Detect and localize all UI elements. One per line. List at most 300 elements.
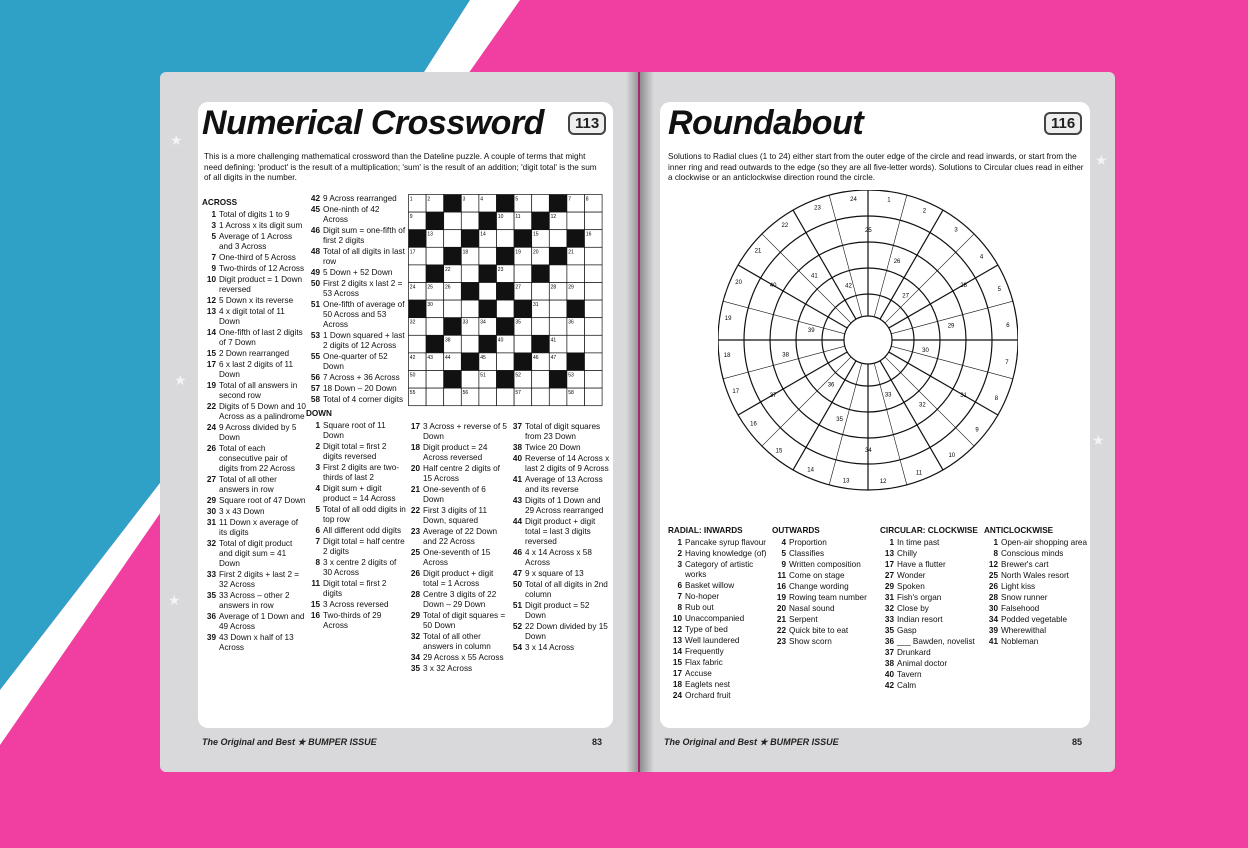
clue-number: 29 bbox=[206, 496, 216, 505]
clue-item bbox=[508, 643, 610, 653]
page-number: 83 bbox=[592, 737, 603, 747]
clue-text: Well laundered bbox=[685, 636, 740, 645]
clues-column-2 bbox=[306, 194, 406, 632]
wheel-number: 17 bbox=[732, 388, 740, 395]
puzzle-number-badge: 116 bbox=[1044, 112, 1082, 135]
grid-number: 18 bbox=[462, 249, 469, 256]
clue-item bbox=[984, 571, 1088, 581]
grid-cell[interactable] bbox=[497, 353, 515, 371]
grid-cell[interactable] bbox=[585, 283, 603, 301]
grid-cell[interactable] bbox=[532, 371, 550, 389]
wheel-number: 12 bbox=[879, 479, 887, 486]
clue-number: 12 bbox=[206, 296, 216, 305]
book-spine bbox=[626, 72, 654, 772]
puzzle-number-badge: 113 bbox=[568, 112, 606, 135]
clue-text: Two-thirds of 12 Across bbox=[219, 264, 305, 273]
grid-cell[interactable] bbox=[532, 195, 550, 213]
clue-text: One-seventh of 15 Across bbox=[423, 548, 491, 567]
grid-cell[interactable] bbox=[497, 300, 515, 318]
grid-block bbox=[479, 335, 497, 353]
clue-text: Total of all answers in second row bbox=[219, 381, 298, 400]
clue-item bbox=[772, 626, 884, 636]
clue-text: 11 Down x average of its digits bbox=[219, 518, 299, 537]
clue-number: 52 bbox=[512, 622, 522, 631]
grid-cell[interactable] bbox=[532, 388, 550, 406]
clue-text: 3 Across reversed bbox=[323, 600, 389, 609]
star-decoration: ★ bbox=[1095, 152, 1108, 168]
clue-text: Total of each consecutive pair of digits from 22 Across bbox=[219, 444, 295, 473]
clue-item bbox=[772, 549, 884, 559]
clue-number: 49 bbox=[310, 268, 320, 277]
wheel-number: 28 bbox=[960, 283, 967, 289]
grid-number: 23 bbox=[497, 266, 504, 273]
clue-number: 10 bbox=[672, 614, 682, 623]
grid-block bbox=[497, 283, 515, 301]
clue-number: 7 bbox=[677, 592, 682, 601]
wheel-number: 31 bbox=[960, 393, 967, 399]
grid-cell[interactable] bbox=[444, 388, 462, 406]
grid-cell[interactable] bbox=[514, 265, 532, 283]
clue-text: Twice 20 Down bbox=[525, 443, 581, 452]
grid-cell[interactable] bbox=[461, 335, 479, 353]
grid-cell[interactable] bbox=[585, 300, 603, 318]
clue-number: 17 bbox=[884, 560, 894, 569]
clue-item bbox=[668, 691, 776, 701]
clue-number: 28 bbox=[988, 593, 998, 602]
grid-cell[interactable] bbox=[585, 353, 603, 371]
grid-cell[interactable] bbox=[461, 371, 479, 389]
grid-cell[interactable] bbox=[409, 265, 427, 283]
clue-text: First 2 digits are two-thirds of last 2 bbox=[323, 463, 399, 482]
wheel-number: 33 bbox=[884, 392, 892, 399]
grid-cell[interactable] bbox=[409, 335, 427, 353]
clue-text: Digit total = half centre 2 digits bbox=[323, 537, 405, 556]
clue-number: 12 bbox=[672, 625, 682, 634]
clue-item bbox=[880, 549, 986, 559]
across-heading: ACROSS bbox=[202, 198, 238, 207]
clue-item bbox=[202, 591, 306, 611]
page-footer: The Original and Best ★ BUMPER ISSUE bbox=[202, 737, 377, 747]
wheel-number: 9 bbox=[975, 427, 979, 434]
clue-text: 1 Across x its digit sum bbox=[219, 221, 303, 230]
grid-number: 19 bbox=[515, 249, 521, 256]
clue-text: Digit product = 1 Down reversed bbox=[219, 275, 303, 294]
grid-cell[interactable] bbox=[585, 318, 603, 336]
clue-list bbox=[306, 194, 406, 405]
grid-cell[interactable] bbox=[567, 335, 585, 353]
clue-item bbox=[772, 604, 884, 614]
clue-item bbox=[880, 571, 986, 581]
grid-number: 34 bbox=[480, 319, 486, 326]
clue-number: 42 bbox=[310, 194, 320, 203]
clue-item bbox=[880, 615, 986, 625]
clue-number: 36 bbox=[206, 612, 216, 621]
clue-item bbox=[202, 221, 306, 231]
clue-item bbox=[668, 658, 776, 668]
grid-cell[interactable] bbox=[549, 388, 567, 406]
clue-number: 14 bbox=[206, 328, 216, 337]
clue-number: 3 bbox=[677, 560, 682, 569]
clue-item bbox=[406, 569, 508, 589]
clue-item bbox=[508, 422, 610, 442]
clue-item bbox=[202, 253, 306, 263]
clue-item bbox=[306, 505, 406, 525]
grid-cell[interactable] bbox=[461, 212, 479, 230]
grid-block bbox=[567, 353, 585, 371]
grid-cell[interactable] bbox=[461, 300, 479, 318]
grid-number: 58 bbox=[568, 390, 574, 397]
clue-text: Light kiss bbox=[1001, 582, 1036, 591]
wheel-number: 19 bbox=[724, 315, 732, 322]
grid-number: 9 bbox=[409, 214, 413, 221]
clue-number: 38 bbox=[512, 443, 522, 452]
grid-number: 56 bbox=[462, 390, 469, 397]
clue-text: 18 Down – 20 Down bbox=[323, 384, 397, 393]
roundabout-wheel[interactable] bbox=[718, 190, 1018, 496]
clue-number: 39 bbox=[206, 633, 216, 642]
clue-text: Digit product = 24 Across reversed bbox=[423, 443, 488, 462]
down-heading: DOWN bbox=[306, 409, 332, 418]
grid-number: 26 bbox=[445, 284, 451, 291]
grid-block bbox=[532, 265, 550, 283]
clue-number: 33 bbox=[206, 570, 216, 579]
clue-item bbox=[668, 592, 776, 602]
clue-text: Digits of 1 Down and 29 Across rearranged bbox=[525, 496, 604, 515]
grid-number: 32 bbox=[409, 319, 416, 326]
grid-number: 15 bbox=[533, 231, 539, 238]
grid-block bbox=[479, 265, 497, 283]
clue-text: Reverse of 14 Across x last 2 digits of 9 Across bbox=[525, 454, 610, 473]
wheel-number: 3 bbox=[954, 227, 958, 234]
clue-text: Quick bite to eat bbox=[789, 626, 849, 635]
wheel-number: 35 bbox=[836, 416, 843, 423]
grid-cell[interactable] bbox=[549, 265, 567, 283]
grid-cell[interactable] bbox=[567, 265, 585, 283]
grid-number: 16 bbox=[585, 231, 592, 238]
clue-text: 3 Across + reverse of 5 Down bbox=[423, 422, 507, 441]
grid-cell[interactable] bbox=[532, 318, 550, 336]
clue-item bbox=[202, 518, 306, 538]
clue-item bbox=[880, 681, 986, 691]
grid-number: 52 bbox=[515, 372, 521, 379]
grid-number: 33 bbox=[462, 319, 469, 326]
grid-block bbox=[444, 195, 462, 213]
clue-text: Square root of 47 Down bbox=[219, 496, 306, 505]
clue-text: Indian resort bbox=[897, 615, 943, 624]
grid-cell[interactable] bbox=[479, 283, 497, 301]
clue-number: 9 bbox=[211, 264, 216, 273]
grid-cell[interactable] bbox=[426, 318, 444, 336]
grid-cell[interactable] bbox=[585, 371, 603, 389]
clue-text: North Wales resort bbox=[1001, 571, 1069, 580]
grid-block bbox=[479, 212, 497, 230]
grid-number: 41 bbox=[550, 337, 557, 344]
grid-number: 14 bbox=[480, 231, 486, 238]
wheel-number: 18 bbox=[723, 352, 731, 359]
clue-text: 43 Down x half of 13 Across bbox=[219, 633, 294, 652]
grid-cell[interactable] bbox=[585, 335, 603, 353]
clue-text: One-third of 5 Across bbox=[219, 253, 296, 262]
clue-list bbox=[406, 422, 508, 674]
clue-number: 24 bbox=[672, 691, 682, 700]
clue-number: 19 bbox=[206, 381, 216, 390]
grid-number: 10 bbox=[497, 214, 504, 221]
clues-inwards bbox=[668, 522, 776, 702]
clue-number: 1 bbox=[211, 210, 216, 219]
clue-text: Total of digit product and digit sum = 41 Down bbox=[219, 539, 293, 568]
wheel-number: 1 bbox=[887, 197, 891, 204]
clue-item bbox=[406, 422, 508, 442]
clue-text: Unaccompanied bbox=[685, 614, 745, 623]
clue-text: 9 x square of 13 bbox=[525, 569, 584, 578]
grid-block bbox=[497, 195, 515, 213]
grid-cell[interactable] bbox=[585, 212, 603, 230]
clue-item bbox=[406, 632, 508, 652]
clue-text: Square root of 11 Down bbox=[323, 421, 386, 440]
clue-item bbox=[202, 423, 306, 443]
star-decoration: ★ bbox=[1092, 432, 1105, 448]
clue-number: 33 bbox=[884, 615, 894, 624]
clue-item bbox=[984, 582, 1088, 592]
clue-item bbox=[406, 506, 508, 526]
clue-number: 11 bbox=[777, 571, 786, 580]
grid-block bbox=[514, 230, 532, 248]
clue-item bbox=[984, 593, 1088, 603]
clue-number: 17 bbox=[672, 669, 682, 678]
clue-number: 51 bbox=[512, 601, 522, 610]
clue-item bbox=[306, 463, 406, 483]
clue-number: 8 bbox=[677, 603, 682, 612]
wheel-number: 30 bbox=[922, 348, 929, 355]
clue-number: 21 bbox=[410, 485, 420, 494]
clue-item bbox=[880, 604, 986, 614]
clue-text: One-ninth of 42 Across bbox=[323, 205, 380, 224]
clue-text: Digit total = first 2 digits bbox=[323, 579, 387, 598]
clue-item bbox=[668, 680, 776, 690]
clue-text: In time past bbox=[897, 538, 940, 547]
wheel-number: 2 bbox=[922, 208, 927, 215]
wheel-number: 6 bbox=[1006, 323, 1010, 330]
clue-number: 43 bbox=[512, 496, 522, 505]
grid-number: 7 bbox=[568, 196, 571, 203]
clue-item bbox=[306, 558, 406, 578]
clue-text: Total of all odd digits in top row bbox=[323, 505, 406, 524]
clue-number: 50 bbox=[512, 580, 522, 589]
clue-item bbox=[880, 626, 986, 636]
grid-cell[interactable] bbox=[444, 212, 462, 230]
clue-item bbox=[306, 442, 406, 462]
clue-number: 22 bbox=[206, 402, 216, 411]
clue-item bbox=[202, 444, 306, 474]
clue-number: 32 bbox=[410, 632, 420, 641]
crossword-grid[interactable] bbox=[408, 194, 604, 408]
clue-item bbox=[772, 571, 884, 581]
clue-number: 16 bbox=[310, 611, 320, 620]
clue-number: 53 bbox=[310, 331, 320, 340]
clue-text: Spoken bbox=[897, 582, 925, 591]
clue-item bbox=[984, 549, 1088, 559]
grid-cell[interactable] bbox=[426, 247, 444, 265]
clue-text: One-fifth of average of 50 Across and 53 Across bbox=[323, 300, 405, 329]
grid-cell[interactable] bbox=[514, 335, 532, 353]
clue-text: Wonder bbox=[897, 571, 926, 580]
grid-block bbox=[426, 212, 444, 230]
grid-cell[interactable] bbox=[532, 283, 550, 301]
clue-number: 41 bbox=[512, 475, 522, 484]
grid-number: 40 bbox=[497, 337, 504, 344]
clue-text: 5 Down + 52 Down bbox=[323, 268, 393, 277]
grid-number: 20 bbox=[533, 249, 539, 256]
clue-item bbox=[306, 600, 406, 610]
wheel-number: 14 bbox=[807, 467, 814, 474]
clue-text: 3 x 14 Across bbox=[525, 643, 575, 652]
clue-number: 5 bbox=[781, 549, 786, 558]
grid-number: 29 bbox=[568, 284, 574, 291]
clue-item bbox=[202, 360, 306, 380]
clue-text: 22 Down divided by 15 Down bbox=[525, 622, 608, 641]
clue-item bbox=[406, 464, 508, 484]
grid-cell[interactable] bbox=[444, 300, 462, 318]
clue-number: 5 bbox=[315, 505, 320, 514]
clue-text: Type of bed bbox=[685, 625, 728, 634]
clue-number: 44 bbox=[512, 517, 522, 526]
clue-text: 6 x last 2 digits of 11 Down bbox=[219, 360, 294, 379]
clue-item bbox=[508, 580, 610, 600]
clue-item bbox=[202, 381, 306, 401]
clues-column-1 bbox=[202, 194, 306, 654]
clue-number: 2 bbox=[677, 549, 682, 558]
clue-text: Total of digits 1 to 9 bbox=[219, 210, 290, 219]
grid-cell[interactable] bbox=[585, 247, 603, 265]
clue-text: Accuse bbox=[685, 669, 712, 678]
clue-text: Average of 1 Down and 49 Across bbox=[219, 612, 305, 631]
grid-cell[interactable] bbox=[444, 230, 462, 248]
grid-cell[interactable] bbox=[549, 230, 567, 248]
grid-number: 12 bbox=[550, 214, 557, 221]
grid-cell[interactable] bbox=[585, 265, 603, 283]
clue-item bbox=[668, 538, 776, 548]
wheel-number: 34 bbox=[865, 448, 872, 454]
clue-number: 22 bbox=[410, 506, 420, 515]
clue-item bbox=[508, 569, 610, 579]
grid-cell[interactable] bbox=[479, 388, 497, 406]
clue-text: Rub out bbox=[685, 603, 714, 612]
clues-outwards bbox=[772, 522, 884, 648]
clue-number: 48 bbox=[310, 247, 320, 256]
clue-item bbox=[306, 247, 406, 267]
magazine-spread bbox=[160, 72, 1115, 772]
grid-cell[interactable] bbox=[461, 265, 479, 283]
grid-cell[interactable] bbox=[426, 388, 444, 406]
clue-text: Total of all other answers in column bbox=[423, 632, 491, 651]
clue-item bbox=[880, 648, 986, 658]
grid-number: 42 bbox=[409, 354, 416, 361]
grid-number: 47 bbox=[550, 354, 557, 361]
clue-number: 37 bbox=[884, 648, 894, 657]
grid-block bbox=[567, 300, 585, 318]
clue-number: 13 bbox=[206, 307, 216, 316]
grid-cell[interactable] bbox=[479, 247, 497, 265]
clue-item bbox=[668, 560, 776, 580]
clue-item bbox=[880, 538, 986, 548]
clue-list bbox=[668, 538, 776, 701]
clue-text: Proportion bbox=[789, 538, 827, 547]
clue-number: 29 bbox=[884, 582, 894, 591]
grid-block bbox=[532, 212, 550, 230]
clue-item bbox=[880, 659, 986, 669]
wheel-number: 22 bbox=[781, 223, 789, 230]
clue-item bbox=[202, 307, 306, 327]
grid-block bbox=[532, 335, 550, 353]
clue-text: Digit product = 52 Down bbox=[525, 601, 590, 620]
clue-item bbox=[202, 539, 306, 569]
grid-block bbox=[426, 265, 444, 283]
clue-text: Change wording bbox=[789, 582, 849, 591]
wheel-number: 7 bbox=[1005, 360, 1009, 367]
grid-number: 51 bbox=[480, 372, 486, 379]
clue-text: Animal doctor bbox=[897, 659, 948, 668]
clue-item bbox=[984, 538, 1088, 548]
clue-text: Average of 1 Across and 3 Across bbox=[219, 232, 293, 251]
radial-inwards-heading: RADIAL: INWARDS bbox=[668, 526, 743, 535]
wheel-number: 27 bbox=[902, 293, 909, 300]
grid-number: 27 bbox=[515, 284, 521, 291]
grid-number: 2 bbox=[427, 196, 431, 203]
clue-item bbox=[202, 496, 306, 506]
grid-cell[interactable] bbox=[549, 300, 567, 318]
grid-cell[interactable] bbox=[497, 230, 515, 248]
clue-item bbox=[668, 581, 776, 591]
grid-cell[interactable] bbox=[497, 388, 515, 406]
grid-cell[interactable] bbox=[567, 212, 585, 230]
clue-list bbox=[306, 421, 406, 631]
clue-number: 39 bbox=[988, 626, 998, 635]
clue-item bbox=[202, 328, 306, 348]
grid-cell[interactable] bbox=[426, 371, 444, 389]
clue-text: 9 Across rearranged bbox=[323, 194, 397, 203]
clue-number: 40 bbox=[512, 454, 522, 463]
grid-number: 45 bbox=[480, 354, 486, 361]
grid-cell[interactable] bbox=[585, 388, 603, 406]
clue-item bbox=[508, 496, 610, 516]
grid-number: 44 bbox=[445, 354, 451, 361]
wheel-number: 15 bbox=[775, 448, 783, 455]
grid-number: 28 bbox=[550, 284, 557, 291]
clue-text: Nobleman bbox=[1001, 637, 1039, 646]
grid-block bbox=[444, 318, 462, 336]
clue-number: 7 bbox=[315, 537, 320, 546]
clue-text: Come on stage bbox=[789, 571, 845, 580]
grid-block bbox=[497, 247, 515, 265]
clue-item bbox=[668, 647, 776, 657]
clue-text: Falsehood bbox=[1001, 604, 1040, 613]
star-decoration: ★ bbox=[174, 372, 187, 388]
clue-number: 34 bbox=[410, 653, 420, 662]
puzzle-card bbox=[660, 102, 1090, 728]
clue-text: Total of digit squares = 50 Down bbox=[423, 611, 506, 630]
clue-item bbox=[306, 268, 406, 278]
clue-number: 1 bbox=[315, 421, 320, 430]
clue-number: 1 bbox=[889, 538, 894, 547]
grid-cell[interactable] bbox=[549, 318, 567, 336]
clue-item bbox=[508, 622, 610, 642]
grid-number: 57 bbox=[515, 390, 521, 397]
clue-text: 29 Across x 55 Across bbox=[423, 653, 504, 662]
grid-number: 24 bbox=[409, 284, 416, 291]
clue-number: 58 bbox=[310, 395, 320, 404]
clue-item bbox=[508, 443, 610, 453]
clue-number: 18 bbox=[410, 443, 420, 452]
